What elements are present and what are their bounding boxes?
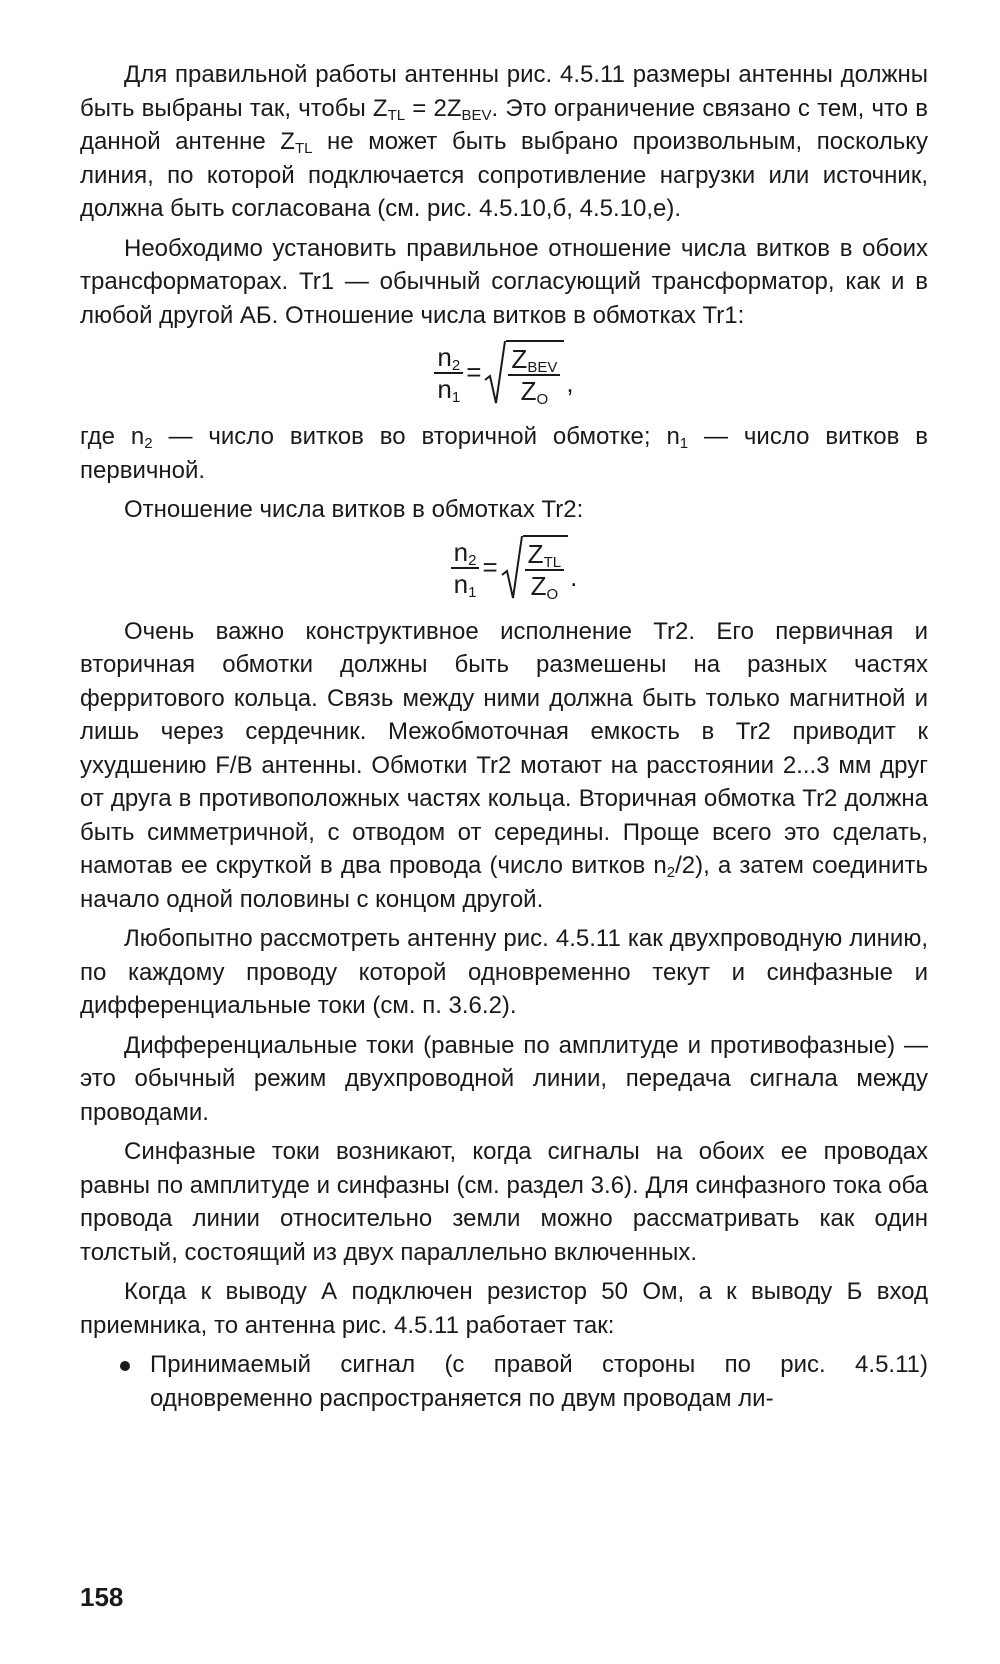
paragraph: Очень важно конструктивное исполнение Tr2. Его первичная и вторичная обмотки должны быть размешены на разных частях ферритового кольца. Связь между ними должна быть только магнитной и лишь через сердечник. Межобмоточная емкость в Tr2 приводит к ухудшению F/B антенны. Обмотки Tr2 мотают на расстоянии 2...3 мм друг от друга в противоположных частях кольца. Вторичная обмотка Tr2 должна быть симметричной, с отводом от середины. Проще всего это сделать, намотав ее скруткой в два провода (число витков $n_2/2$), а затем соединить начало одной половины с концом другой. [80, 617, 928, 913]
bullet-list [80, 1348, 928, 1415]
fraction-n2-n1: $\frac{n_2}{n_1}$ [434, 342, 463, 404]
square-root: $\frac{Z_{TL}}{Z_O}$ [501, 535, 568, 601]
paragraph: Когда к выводу А подключен резистор 50 Ом, а к выводу Б вход приемника, то антенна рис. 4.5.11 работает так: [80, 1278, 928, 1339]
paragraph: Необходимо установить правильное отношение числа витков в обоих трансформаторах. Tr1 — обычный согласующий трансформатор, как и в любой другой АБ. Отношение числа витков в обмотках Tr1: [80, 234, 928, 329]
bullet-dot-icon [120, 1361, 130, 1371]
paragraph: Дифференциальные токи (равные по амплитуде и противофазные) — это обычный режим двухпроводной линии, передача сигнала между проводами. [80, 1031, 928, 1126]
square-root: $\frac{Z_{BEV}}{Z_O}$ [484, 340, 564, 406]
paragraph: где $n_2$ — число витков во вторичной обмотке; $n_1$ — число витков в первичной. [80, 423, 928, 484]
page-number: 158 [80, 1582, 124, 1612]
paragraph: Отношение числа витков в обмотках Tr2: [124, 496, 584, 523]
formula-tr2-ratio: $\frac{n_2}{n_1}$ = $\frac{Z_{TL}}{Z_O}$ . [100, 535, 928, 601]
list-item: Принимаемый сигнал (с правой стороны по рис. 4.5.11) одновременно распространяется по двум проводам ли- [80, 1348, 928, 1415]
fraction-n2-n1: $\frac{n_2}{n_1}$ [451, 537, 480, 599]
page-body [80, 58, 928, 1415]
paragraph: Для правильной работы антенны рис. 4.5.11 размеры антенны должны быть выбраны так, чтобы $Z_{TL} = 2Z_{BEV}$. Это ограничение связано с тем, что в данной антенне $Z_{TL}$ не может быть выбрано произвольным, поскольку линия, по которой подключается сопротивление нагрузки или источник, должна быть согласована (см. рис. 4.5.10,б, 4.5.10,е). [80, 61, 928, 222]
paragraph: Любопытно рассмотреть антенну рис. 4.5.11 как двухпроводную линию, по каждому проводу которой одновременно текут и синфазные и дифференциальные токи (см. п. 3.6.2). [80, 925, 928, 1019]
paragraph: Синфазные токи возникают, когда сигналы на обоих ее проводах равны по амплитуде и синфазны (см. раздел 3.6). Для синфазного тока оба провода линии относительно земли можно рассматривать как один толстый, состоящий из двух параллельно включенных. [80, 1138, 928, 1266]
radical-sign-icon [484, 340, 506, 406]
formula-tr1-ratio: $\frac{n_2}{n_1}$ = $\frac{Z_{BEV}}{Z_O}$ , [80, 340, 928, 406]
radical-sign-icon [501, 535, 523, 601]
